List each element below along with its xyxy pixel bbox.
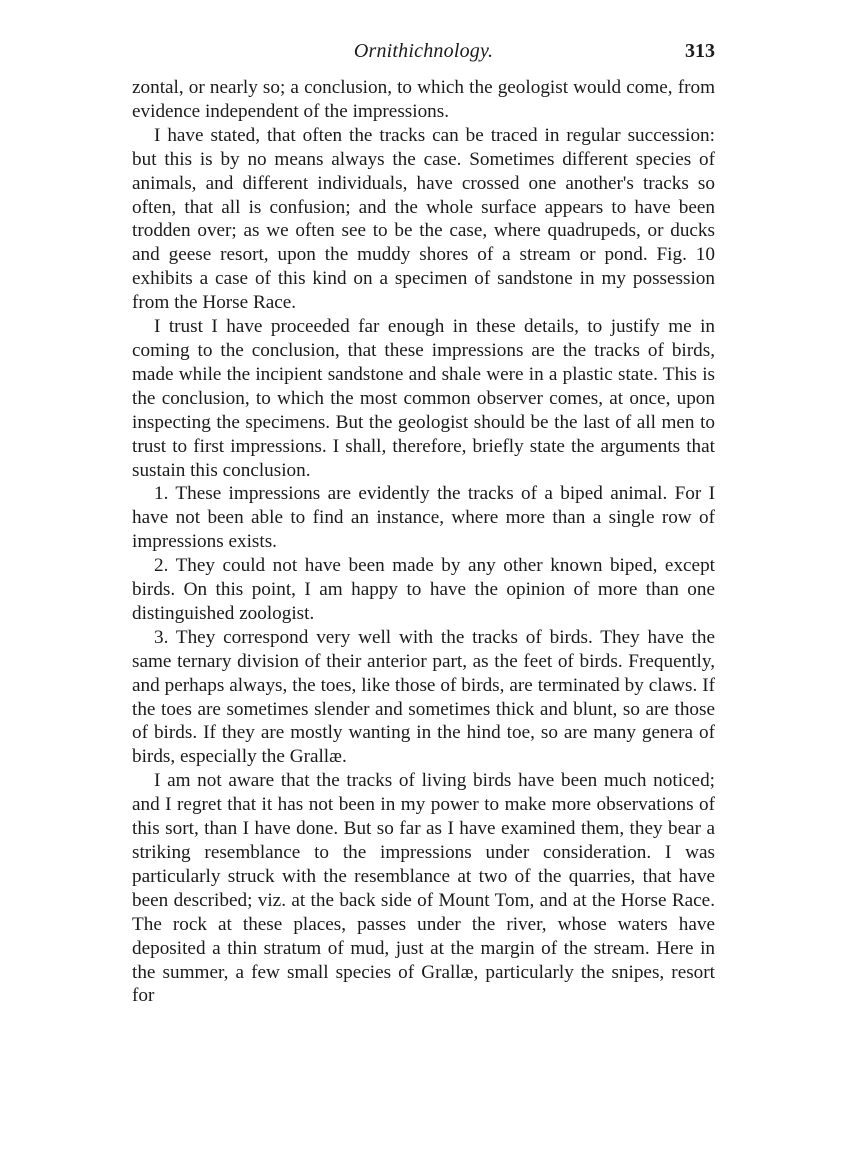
argument-1: 1. These impressions are evidently the tracks of a biped animal. For I have not been able to find an instance, where more than a single row of impressions exists. (132, 483, 715, 553)
running-title: Ornithichnology. (353, 40, 494, 62)
page-number: 313 (685, 40, 715, 62)
body-text (132, 76, 715, 1008)
paragraph-tracks-succession: I have stated, that often the tracks can be traced in regular succession: but this is by no means always the case. Sometimes different species of animals, and different individuals, have crossed one another's tracks so often, that all is confusion; and the whole surface appears to have been trodden over; as we often see to be the case, where quadrupeds, or ducks and geese resort, upon the muddy shores of a stream or pond. Fig. 10 exhibits a case of this kind on a specimen of sandstone in my possession from the Horse Race. (132, 124, 715, 314)
argument-3: 3. They correspond very well with the tracks of birds. They have the same ternary division of their anterior part, as the feet of birds. Frequently, and perhaps always, the toes, like those of birds, are terminated by claws. If the toes are sometimes slender and sometimes thick and blunt, so are those of birds. If they are mostly wanting in the hind toe, so are many genera of birds, especially the Grallæ. (132, 626, 715, 768)
argument-2: 2. They could not have been made by any other known biped, except birds. On this point, I am happy to have the opinion of more than one distinguished zoologist. (132, 555, 715, 624)
paragraph-conclusion: I trust I have proceeded far enough in these details, to justify me in coming to the conclusion, that these impressions are the tracks of birds, made while the incipient sandstone and shale were in a plastic state. This is the conclusion, to which the most common observer comes, at once, upon inspecting the specimens. But the geologist should be the last of all men to trust to first impressions. I shall, therefore, briefly state the arguments that sustain this conclusion. (132, 316, 715, 481)
paragraph-continuation: zontal, or nearly so; a conclusion, to which the geologist would come, from evidence independent of the impressions. (132, 77, 715, 122)
paragraph-living-birds: I am not aware that the tracks of living birds have been much noticed; and I regret that it has not been in my power to make more observations of this sort, than I have done. But so far as I have examined them, they bear a striking resemblance to the impressions under consideration. I was particularly struck with the resemblance at two of the quarries, that have been described; viz. at the back side of Mount Tom, and at the Horse Race. The rock at these places, passes under the river, whose waters have deposited a thin stratum of mud, just at the margin of the stream. Here in the summer, a few small species of Grallæ, particularly the snipes, resort for (132, 770, 715, 1007)
book-page (132, 34, 715, 1008)
running-header (132, 34, 715, 76)
